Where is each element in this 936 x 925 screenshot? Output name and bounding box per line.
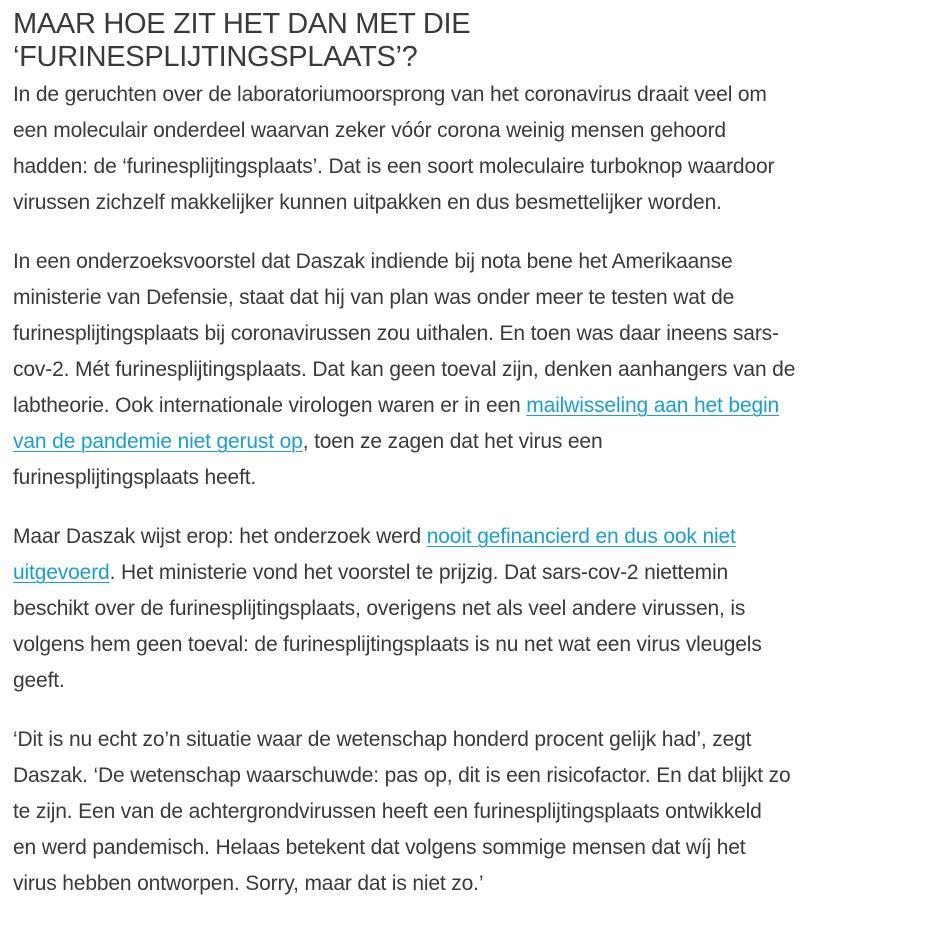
text-line: hadden: de ‘furinesplijtingsplaats’. Dat is een soort moleculaire turboknop waardoor bbox=[13, 155, 775, 178]
link-text[interactable]: mailwisseling aan het begin bbox=[526, 394, 780, 417]
text-line: geeft. bbox=[13, 669, 65, 692]
text-line: In een onderzoeksvoorstel dat Daszak indiende bij nota bene het Amerikaanse bbox=[13, 250, 733, 273]
text-line bbox=[13, 555, 918, 591]
text-line: ‘Dit is nu echt zo’n situatie waar de wetenschap honderd procent gelijk had’, zegt bbox=[13, 728, 752, 751]
mailwisseling-link[interactable] bbox=[526, 394, 779, 417]
text-line bbox=[13, 424, 918, 460]
link-text[interactable]: van de pandemie niet gerust op bbox=[13, 430, 303, 453]
text-fragment: labtheorie. Ook internationale virologen waren er in een bbox=[13, 394, 527, 417]
text-line: beschikt over de furinesplijtingsplaats, overigens net als veel andere virussen, is bbox=[13, 597, 746, 620]
paragraph-4 bbox=[13, 722, 918, 902]
link-text[interactable]: nooit gefinancierd en dus ook niet bbox=[426, 525, 736, 548]
text-line bbox=[13, 388, 918, 424]
text-fragment: , toen ze zagen dat het virus een bbox=[302, 430, 603, 453]
nooit-gefinancierd-link[interactable] bbox=[427, 525, 736, 548]
text-line: virus hebben ontworpen. Sorry, maar dat is niet zo.’ bbox=[13, 872, 484, 895]
text-line: en werd pandemisch. Helaas betekent dat volgens sommige mensen dat wíj het bbox=[13, 836, 746, 859]
mailwisseling-link-continued[interactable] bbox=[13, 430, 303, 453]
text-line: virussen zichzelf makkelijker kunnen uitpakken en dus besmettelijker worden. bbox=[13, 191, 722, 214]
text-line: furinesplijtingsplaats heeft. bbox=[13, 466, 257, 489]
link-text[interactable]: uitgevoerd bbox=[13, 561, 110, 584]
heading-line: MAAR HOE ZIT HET DAN MET DIE bbox=[13, 8, 471, 40]
text-line: Daszak. ‘De wetenschap waarschuwde: pas op, dit is een risicofactor. En dat blijkt zo bbox=[13, 764, 791, 787]
text-line: volgens hem geen toeval: de furinesplijtingsplaats is nu net wat een virus vleugels bbox=[13, 633, 762, 656]
text-line: cov-2. Mét furinesplijtingsplaats. Dat kan geen toeval zijn, denken aanhangers van de bbox=[13, 358, 796, 381]
paragraph-3 bbox=[13, 519, 918, 699]
text-fragment: . Het ministerie vond het voorstel te prijzig. Dat sars-cov-2 niettemin bbox=[109, 561, 729, 584]
text-line: In de geruchten over de laboratoriumoorsprong van het coronavirus draait veel om bbox=[13, 83, 767, 106]
article-body bbox=[13, 8, 918, 925]
text-fragment: Maar Daszak wijst erop: het onderzoek werd bbox=[13, 525, 427, 548]
text-line: te zijn. Een van de achtergrondvirussen heeft een furinesplijtingsplaats ontwikkeld bbox=[13, 800, 762, 823]
text-line: furinesplijtingsplaats bij coronavirussen zou uithalen. En toen was daar ineens sars- bbox=[13, 322, 779, 345]
section-heading bbox=[13, 8, 918, 74]
text-line: een moleculair onderdeel waarvan zeker vóór corona weinig mensen gehoord bbox=[13, 119, 726, 142]
heading-line: ‘FURINESPLIJTINGSPLAATS’? bbox=[13, 41, 418, 73]
paragraph-1 bbox=[13, 77, 918, 221]
nooit-gefinancierd-link-continued[interactable] bbox=[13, 561, 110, 584]
text-line bbox=[13, 519, 918, 555]
text-line: ministerie van Defensie, staat dat hij van plan was onder meer te testen wat de bbox=[13, 286, 735, 309]
paragraph-2 bbox=[13, 244, 918, 496]
